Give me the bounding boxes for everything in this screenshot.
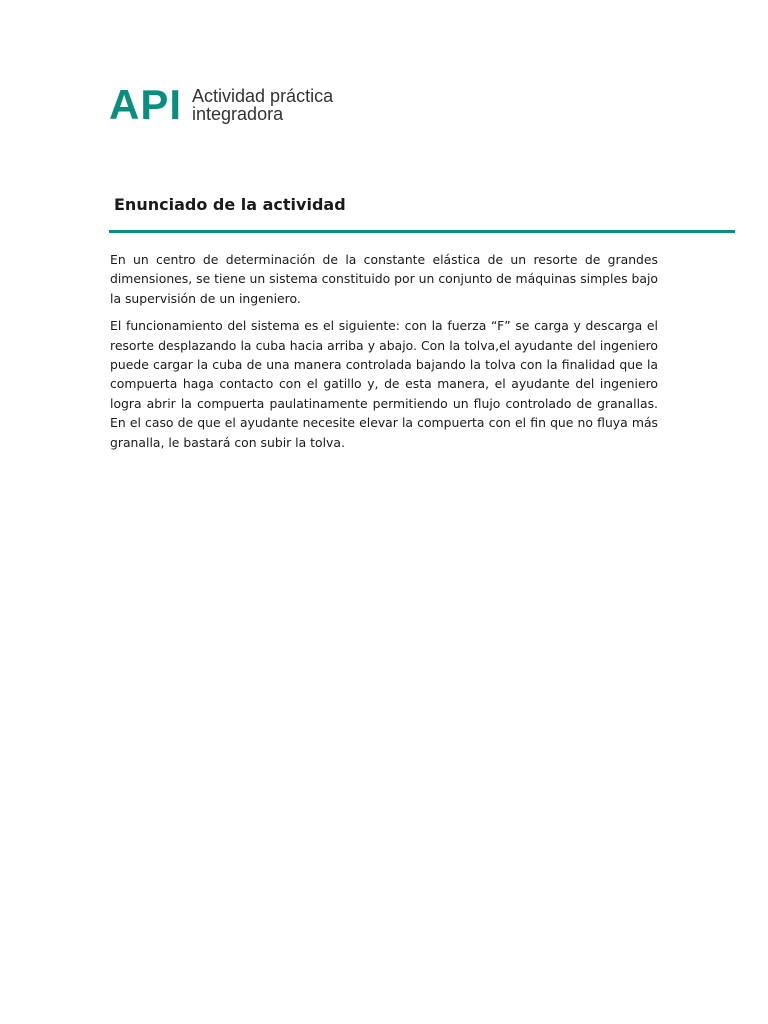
logo-subtitle — [192, 87, 333, 123]
paragraph-2: El funcionamiento del sistema es el siguiente: con la fuerza “F” se carga y descarga el resorte desplazando la cuba hacia arriba y abajo. Con la tolva,el ayudante del ingeniero puede cargar la cuba de una manera controlada bajando la tolva con la finalidad que la compuerta haga contacto con el gatillo y, de esta manera, el ayudante del ingeniero logra abrir la compuerta paulatinamente permitiendo un flujo controlado de granallas. En el caso de que el ayudante necesite elevar la compuerta con el fin que no fluya más granalla, le bastará con subir la tolva. — [110, 318, 658, 450]
paragraph-1: En un centro de determinación de la constante elástica de un resorte de grandes dimensiones, se tiene un sistema constituido por un conjunto de máquinas simples bajo la supervisión de un ingeniero. — [110, 252, 658, 306]
activity-statement — [110, 250, 658, 460]
section-divider — [109, 230, 735, 233]
logo-mark: API — [109, 81, 183, 128]
api-logo — [109, 81, 334, 128]
logo-subtitle-line-1: Actividad práctica — [192, 86, 334, 106]
section-title: Enunciado de la actividad — [114, 195, 346, 214]
logo-subtitle-line-2: integradora — [192, 104, 284, 124]
